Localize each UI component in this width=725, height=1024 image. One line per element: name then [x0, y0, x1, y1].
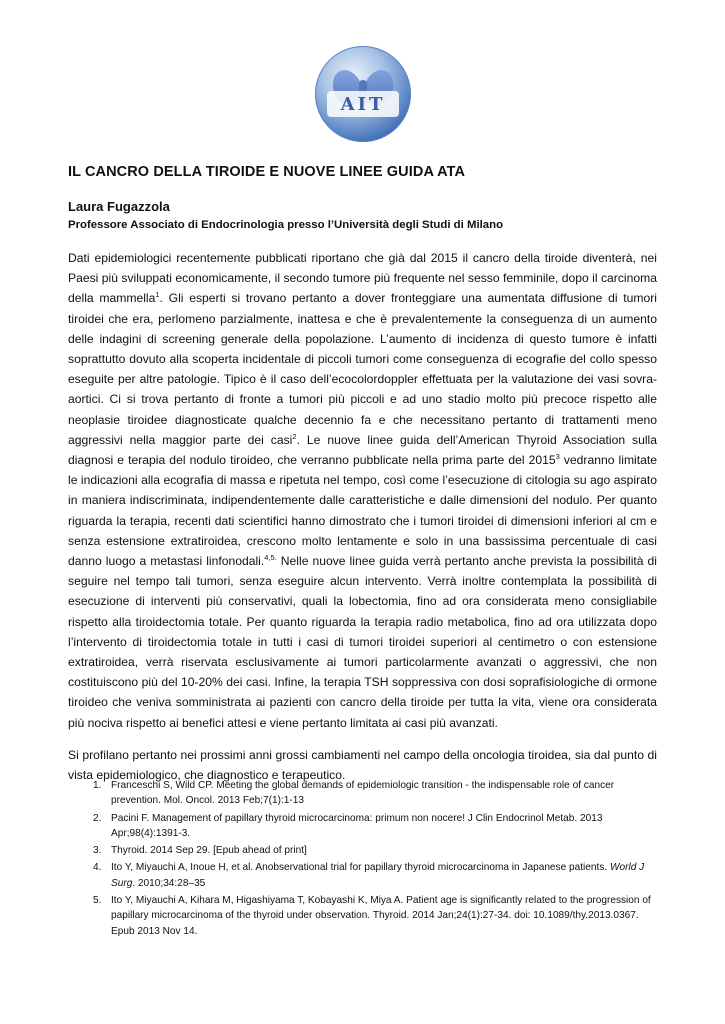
ait-logo — [313, 44, 413, 144]
reference-number: 4. — [93, 862, 102, 874]
article-body — [68, 248, 657, 785]
text-run: . Le nuove linee guida dell’American Thyroid Association sulla diagnosi e terapia del nodulo tiroideo, che verranno pubblicate nella prima parte del 2015 — [68, 432, 657, 468]
thyroid-butterfly-icon — [313, 44, 413, 144]
citation-4-5: 4,5. — [264, 553, 277, 563]
paragraph-1 — [68, 248, 657, 733]
reference-item — [93, 778, 653, 809]
reference-text: Pacini F. Management of papillary thyroid microcarcinoma: primum non nocere! J Clin Endocrinol Metab. 2013 Apr;98(4):1391-3. — [111, 812, 603, 839]
citation-1: 1 — [155, 290, 160, 300]
reference-item — [93, 811, 653, 842]
reference-item — [93, 893, 653, 939]
reference-text: Franceschi S, Wild CP. Meeting the global demands of epidemiologic transition - the indispensable role of cancer prevention. Mol. Oncol. 2013 Feb;7(1):1-13 — [111, 780, 615, 807]
paragraph-2: Si profilano pertanto nei prossimi anni grossi cambiamenti nel campo della oncologia tiroidea, sia dal punto di vista epidemiologico, che diagnostico e terapeutico. — [68, 747, 657, 783]
reference-text: . 2010;34:28–35 — [132, 877, 206, 889]
reference-item — [93, 843, 653, 858]
text-run: vedranno limitate le indicazioni alla ecografia di massa e ripetuta nel tempo, così come l’esecuzione di citologia su ago aspirato in maniera indiscriminata, indipendentemente dalle caratteristiche e dalle dimensioni del nodulo. Per quanto riguarda la terapia, recenti dati scientifici hanno dimostrato che i tumori tiroidei di dimensioni inferiori al cm e senza estensione extratiroidea, crescono molto lentamente e solo in una bassissima percentuale di casi danno luogo a metastasi linfonodali. — [68, 453, 658, 569]
page-title: IL CANCRO DELLA TIROIDE E NUOVE LINEE GUIDA ATA — [68, 164, 466, 180]
text-run: Nelle nuove linee guida verrà pertanto anche prevista la possibilità di seguire nel tempo tali tumori, senza eseguire alcun intervento. Verrà inoltre contemplata la possibilità di esecuzione di interventi più conservativi, quali la lobectomia, fino ad ora considerata meno consigliabile rispetto alla tiroidectomia totale. Per quanto riguarda la terapia radio metabolica, fino ad ora utilizzata dopo l’intervento di tiroidectomia totale in tutti i casi di tumori tiroidei superiori al centimetro o con estensione extratiroidea, verrà riservata esclusivamente ai tumori particolarmente avanzati o aggressivi, che non costituiscono più del 10-20% dei casi. Infine, la terapia TSH soppressiva con dosi soprafisiologiche di ormone tiroideo che veniva somministrata ai pazienti con cancro della tiroide per tutta la vita, viene ora considerata più nociva rispetto ai benefici attesi e viene pertanto limitata ai casi più avanzati. — [68, 554, 657, 730]
reference-item — [93, 860, 653, 891]
reference-text: Ito Y, Miyauchi A, Kihara M, Higashiyama T, Kobayashi K, Miya A. Patient age is significantly related to the progression of papillary microcarcinoma of the thyroid under observation. Thyroid. 2014 Jan;24(1):27-34. doi: 10.1089/thy.2013.0367. Epub 2013 Nov 14. — [111, 895, 651, 937]
reference-text: Ito Y, Miyauchi A, Inoue H, et al. Anobservational trial for papillary thyroid microcarcinoma in Japanese patients. — [111, 862, 610, 874]
text-run: . Gli esperti si trovano pertanto a dover fronteggiare una aumentata diffusione di tumori tiroidei che era, perlomeno parzialmente, inattesa e che è prevalentemente la conseguenza di un aumento delle indagini di screening generale della popolazione. L’aumento di incidenza di questo tumore è infatti soprattutto dovuto alla scoperta incidentale di piccoli tumori come conseguenza di ecografie del collo spesso eseguite per altre patologie. Tipico è il caso dell’ecocolordoppler effettuata per la valutazione dei vasi sovra-aortici. Ci si trova pertanto di fronte a tumori più piccoli e ad uno stadio molto più precoce rispetto alle neoplasie tiroidee diagnosticate qualche decennio fa e che necessitano pertanto di trattamenti meno aggressivi nella maggior parte dei casi — [68, 291, 657, 447]
citation-3: 3 — [555, 452, 560, 462]
author-affiliation: Professore Associato di Endocrinologia presso l’Università degli Studi di Milano — [68, 219, 504, 231]
reference-number: 2. — [93, 812, 102, 824]
author-name: Laura Fugazzola — [68, 199, 170, 214]
reference-number: 1. — [93, 780, 102, 791]
reference-number: 3. — [93, 845, 102, 857]
reference-number: 5. — [93, 895, 102, 907]
reference-journal: World J Surg — [111, 862, 645, 889]
references-list — [93, 778, 653, 941]
logo-text: AIT — [340, 94, 386, 115]
citation-2: 2 — [292, 431, 297, 441]
reference-text: Thyroid. 2014 Sep 29. [Epub ahead of print] — [111, 845, 307, 857]
text-run: Dati epidemiologici recentemente pubblicati riportano che già dal 2015 il cancro della tiroide diventerà, nei Paesi più sviluppati economicamente, il secondo tumore più frequente nel sesso femminile, dopo il carcinoma della mammella — [68, 251, 657, 306]
